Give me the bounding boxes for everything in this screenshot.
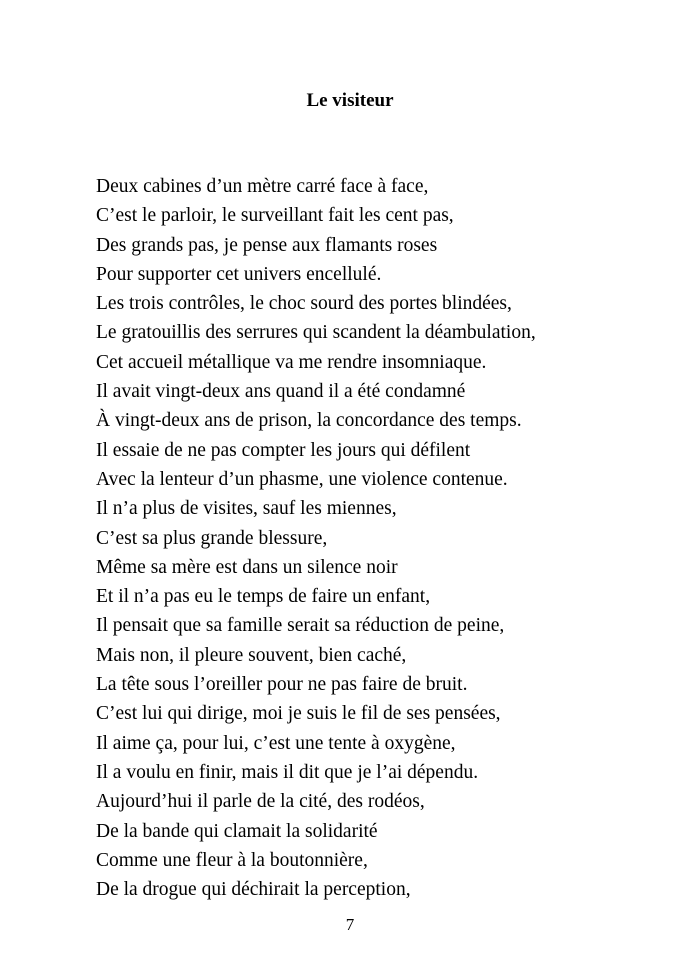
poem-line: Il n’a plus de visites, sauf les miennes, bbox=[96, 498, 397, 520]
poem-line: Des grands pas, je pense aux flamants roses bbox=[96, 234, 438, 256]
poem-line: Il avait vingt-deux ans quand il a été condamné bbox=[96, 381, 466, 403]
poem-line: Comme une fleur à la boutonnière, bbox=[96, 849, 368, 871]
poem-line: Deux cabines d’un mètre carré face à face, bbox=[96, 176, 429, 197]
poem-line: Cet accueil métallique va me rendre insomniaque. bbox=[96, 351, 487, 373]
page-number: 7 bbox=[345, 915, 355, 934]
poem-line: Pour supporter cet univers encellulé. bbox=[96, 263, 382, 285]
poem-line: Le gratouillis des serrures qui scandent la déambulation, bbox=[96, 322, 536, 344]
poem-line: Même sa mère est dans un silence noir bbox=[96, 556, 398, 578]
poem-line: De la bande qui clamait la solidarité bbox=[96, 820, 378, 842]
poem-line: C’est sa plus grande blessure, bbox=[96, 527, 328, 549]
poem-line: Avec la lenteur d’un phasme, une violence contenue. bbox=[96, 468, 508, 490]
poem-body bbox=[96, 172, 676, 904]
poem-title: Le visiteur bbox=[306, 90, 394, 111]
poem-line: C’est le parloir, le surveillant fait les cent pas, bbox=[96, 205, 454, 227]
poem-line: Mais non, il pleure souvent, bien caché, bbox=[96, 644, 407, 666]
poem-line: À vingt-deux ans de prison, la concordance des temps. bbox=[96, 410, 522, 432]
poem-line: Aujourd’hui il parle de la cité, des rodéos, bbox=[96, 791, 425, 813]
poem-line: La tête sous l’oreiller pour ne pas faire de bruit. bbox=[96, 674, 468, 696]
poem-line: De la drogue qui déchirait la perception, bbox=[96, 879, 411, 901]
poem-line: Il essaie de ne pas compter les jours qui défilent bbox=[96, 439, 471, 461]
poem-line: Il pensait que sa famille serait sa réduction de peine, bbox=[96, 615, 505, 637]
poem-line: Il aime ça, pour lui, c’est une tente à oxygène, bbox=[96, 732, 456, 754]
poem-line: Et il n’a pas eu le temps de faire un enfant, bbox=[96, 586, 431, 608]
poem-line: C’est lui qui dirige, moi je suis le fil de ses pensées, bbox=[96, 703, 501, 725]
poem-line: Il a voulu en finir, mais il dit que je l’ai dépendu. bbox=[96, 761, 479, 783]
poem-line: Les trois contrôles, le choc sourd des portes blindées, bbox=[96, 293, 512, 315]
